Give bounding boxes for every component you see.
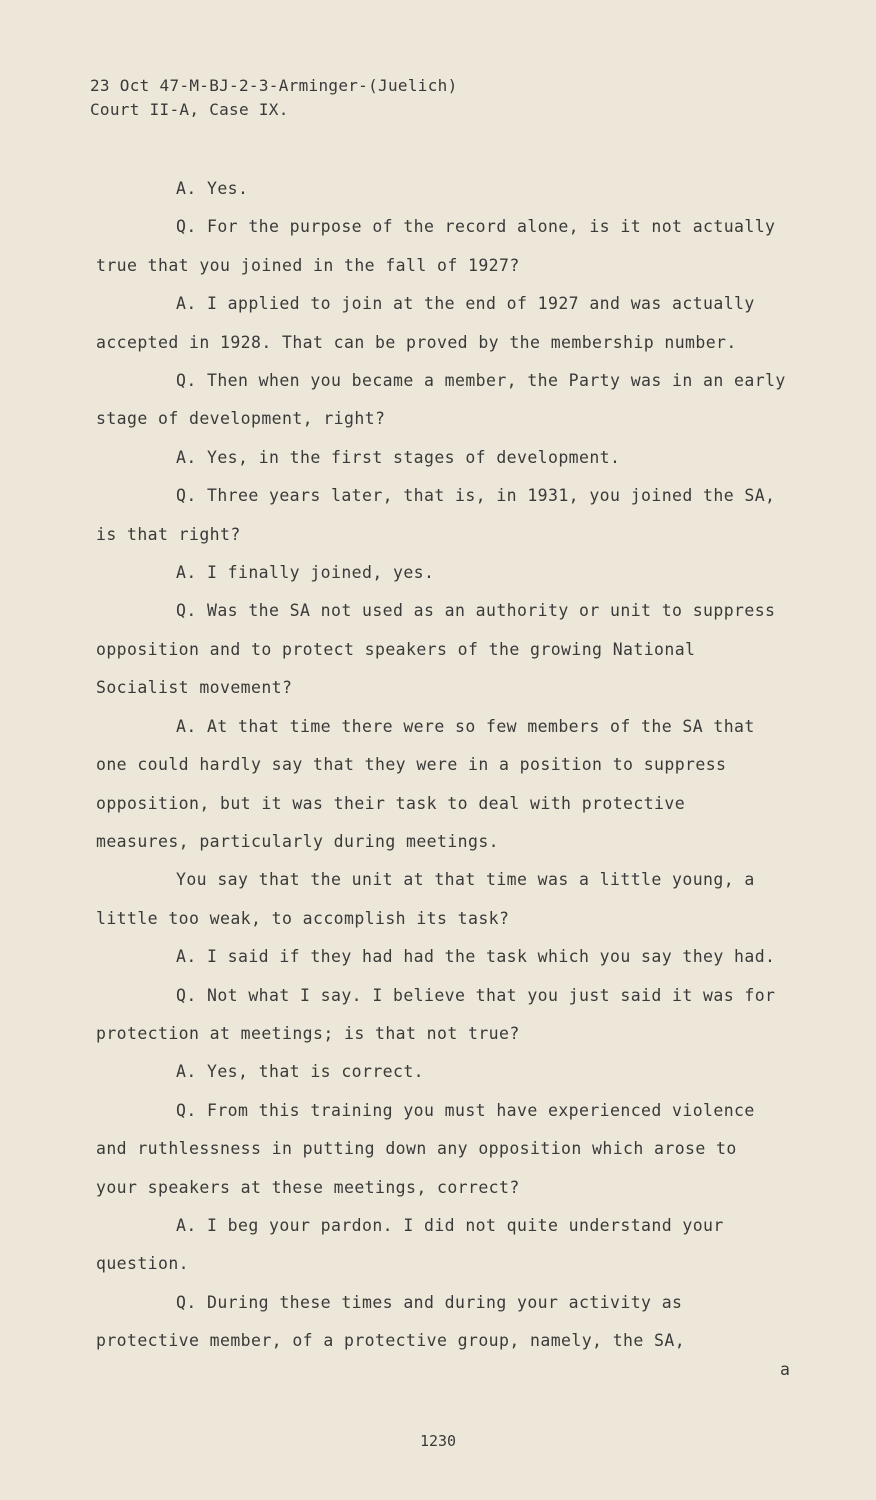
transcript-paragraph: A. I finally joined, yes.: [176, 563, 435, 583]
transcript-paragraph: Q. Then when you became a member, the Party was in an early stage of development, right?: [96, 371, 786, 429]
transcript-paragraph: Q. Was the SA not used as an authority or unit to suppress opposition and to protect speakers of the growing National Socialist movement?: [96, 601, 776, 698]
transcript-paragraph: A. Yes, that is correct.: [176, 1062, 425, 1082]
transcript-body: [96, 170, 786, 1361]
transcript-paragraph: A. I beg your pardon. I did not quite understand your question.: [96, 1215, 724, 1274]
page-number: 1230: [419, 1432, 457, 1450]
transcript-paragraph: A. I applied to join at the end of 1927 and was actually accepted in 1928. That can be proved by the membership number.: [96, 294, 755, 352]
header-court-line: Court II-A, Case IX.: [90, 100, 289, 119]
transcript-paragraph: Q. For the purpose of the record alone, is it not actually true that you joined in the fall of 1927?: [96, 217, 776, 275]
document-header: [90, 74, 458, 122]
transcript-paragraph: A. At that time there were so few members of the SA that one could hardly say that they were in a position to suppress opposition, but it was their task to deal with protective measures, particularly during meetings.: [96, 716, 755, 851]
transcript-paragraph: You say that the unit at that time was a little young, a little too weak, to accomplish its task?: [96, 870, 755, 928]
transcript-paragraph: Q. From this training you must have experienced violence and ruthlessness in putting down any opposition which arose to your speakers at these meetings, correct?: [96, 1100, 755, 1197]
margin-overflow-word: a: [780, 1360, 790, 1379]
transcript-paragraph: A. I said if they had had the task which you say they had.: [176, 947, 776, 967]
transcript-paragraph: Q. Not what I say. I believe that you just said it was for protection at meetings; is that not true?: [96, 985, 776, 1043]
transcript-paragraph: Q. During these times and during your activity as protective member, of a protective group, namely, the SA,: [96, 1292, 686, 1351]
header-case-line: 23 Oct 47-M-BJ-2-3-Arminger-(Juelich): [90, 76, 458, 95]
transcript-paragraph: A. Yes.: [176, 179, 249, 198]
transcript-paragraph: A. Yes, in the first stages of development.: [176, 447, 621, 467]
transcript-paragraph: Q. Three years later, that is, in 1931, you joined the SA, is that right?: [96, 486, 776, 544]
